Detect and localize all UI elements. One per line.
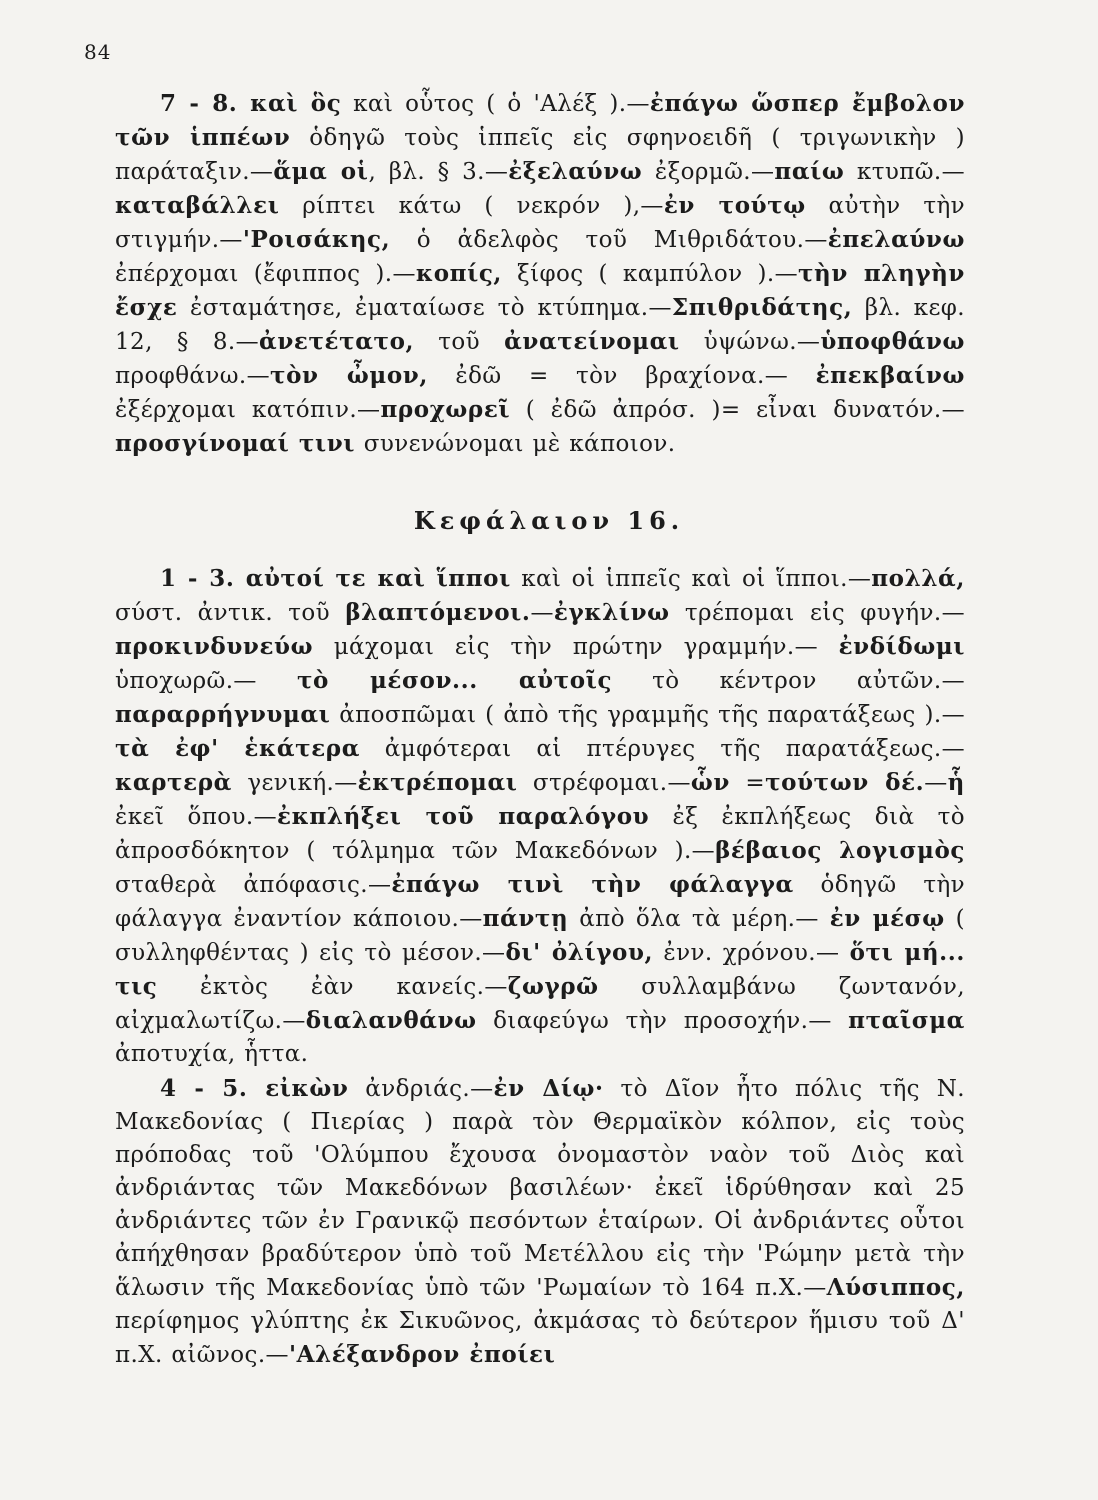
- lemma-term: παραρρήγνυμαι: [115, 701, 331, 728]
- gloss-text: τὸ κέντρον αὐτῶν.—: [612, 668, 965, 694]
- lemma-term: τὸν ὦμον,: [270, 362, 428, 389]
- gloss-text: ἐκτὸς ἐὰν κανείς.—: [157, 974, 508, 1000]
- lemma-term: πάντῃ: [482, 905, 569, 932]
- lemma-term: τὴν πληγὴν ἔσχε: [115, 260, 965, 321]
- gloss-text: ὑποχωρῶ.—: [115, 668, 297, 694]
- lemma-term: ἐπεκβαίνω: [815, 362, 965, 389]
- gloss-text: καὶ οὗτος ( ὁ 'Αλέξ ).—: [341, 91, 650, 117]
- gloss-text: τοῦ: [414, 329, 505, 355]
- gloss-text: γενική.—: [231, 770, 358, 796]
- lemma-term: διαλανθάνω: [305, 1007, 477, 1034]
- lemma-term: κοπίς,: [415, 260, 503, 287]
- gloss-text: ἀποτυχία, ἧττα.: [115, 1041, 309, 1067]
- gloss-text: ( συλληφθέντας ) εἰς τὸ μέσον.—: [115, 906, 966, 966]
- lemma-term: ἐξελαύνω: [508, 158, 643, 185]
- commentary-paragraph: [115, 1072, 965, 1372]
- gloss-text: ἐδῶ = τὸν βραχίονα.—: [427, 363, 816, 389]
- gloss-text: σταθερὰ ἀπόφασις.—: [115, 872, 392, 898]
- lemma-term: πολλά,: [871, 565, 965, 592]
- gloss-text: ἀποσπῶμαι ( ἀπὸ τῆς γραμμῆς τῆς παρατάξεως ).—: [330, 702, 965, 728]
- gloss-text: ( ἐδῶ ἀπρόσ. )= εἶναι δυνατόν.—: [510, 397, 966, 423]
- gloss-text: , βλ. § 3.—: [368, 159, 509, 185]
- lemma-term: προσγίνομαί τινι: [115, 430, 356, 457]
- lemma-term: Λύσιππος,: [826, 1274, 965, 1301]
- gloss-text: συλλαμβάνω ζωντανόν, αἰχμαλωτίζω.—: [115, 974, 965, 1034]
- lemma-term: ἐκπλήξει τοῦ παραλόγου: [277, 803, 650, 830]
- gloss-text: κτυπῶ.—: [844, 159, 965, 185]
- lemma-term: ἐγκλίνω: [553, 599, 670, 626]
- gloss-text: μάχομαι εἰς τὴν πρώτην γραμμήν.—: [313, 634, 839, 660]
- lemma-term: 'Ροισάκης,: [242, 226, 391, 253]
- gloss-text: σύστ. ἀντικ. τοῦ: [115, 600, 346, 626]
- gloss-text: συνενώνομαι μὲ κάποιον.: [355, 431, 676, 457]
- lemma-term: τούτων δέ.: [765, 769, 925, 796]
- gloss-text: ὁδηγῶ τοὺς ἱππεῖς εἰς σφηνοειδῆ ( τριγωνικὴν ) παράταξιν.—: [115, 125, 966, 185]
- lemma-term: 4 - 5.: [160, 1075, 266, 1102]
- lemma-term: βλαπτόμενοι.: [345, 599, 531, 626]
- gloss-text: βλ. κεφ. 12, § 8.—: [115, 295, 965, 355]
- lemma-term: 1 - 3.: [160, 565, 246, 592]
- gloss-text: ἐκεῖ ὅπου.—: [115, 804, 278, 830]
- lemma-term: εἰκὼν: [265, 1075, 349, 1102]
- lemma-term: πταῖσμα: [848, 1007, 965, 1034]
- gloss-text: —: [924, 770, 948, 796]
- lemma-term: ἐν μέσῳ: [829, 905, 945, 932]
- gloss-text: προφθάνω.—: [115, 363, 271, 389]
- lemma-term: ἐν Δίῳ·: [493, 1075, 604, 1102]
- gloss-text: ρίπτει κάτω ( νεκρόν ),—: [279, 193, 664, 219]
- lemma-term: ἀνατείνομαι: [504, 328, 680, 355]
- gloss-text: ἀμφότεραι αἱ πτέρυγες τῆς παρατάξεως.—: [360, 736, 966, 762]
- gloss-text: καὶ οἱ ἱππεῖς καὶ οἱ ἵπποι.—: [510, 566, 872, 592]
- lemma-term: Σπιθριδάτης,: [671, 294, 853, 321]
- lemma-term: 'Αλέξανδρον ἐποίει: [288, 1341, 556, 1368]
- commentary-paragraph: [115, 562, 965, 1071]
- lemma-term: ἧ: [947, 769, 965, 796]
- gloss-text: ἐξ ἐκπλήξεως διὰ τὸ ἀπροσδόκητον ( τόλμημα τῶν Μακεδόνων ).—: [115, 804, 965, 864]
- lemma-term: καὶ ὃς: [250, 90, 342, 117]
- lemma-term: καταβάλλει: [115, 192, 280, 219]
- gloss-text: ἀπὸ ὅλα τὰ μέρη.—: [568, 906, 830, 932]
- lemma-term: ἐπελαύνω: [827, 226, 965, 253]
- commentary-paragraph: [115, 87, 965, 461]
- gloss-text: —: [530, 600, 554, 626]
- lemma-term: ἐπάγω τινὶ τὴν φάλαγγα: [391, 871, 794, 898]
- gloss-text: ὁ ἀδελφὸς τοῦ Μιθριδάτου.—: [390, 227, 828, 253]
- gloss-text: ἐνν. χρόνου.—: [653, 940, 850, 966]
- lemma-term: τὸ μέσον... αὐτοῖς: [296, 667, 613, 694]
- lemma-term: παίω: [774, 158, 845, 185]
- lemma-term: ὅτι μή... τις: [115, 939, 966, 1000]
- gloss-text: στρέφομαι.—: [517, 770, 691, 796]
- gloss-text: ἐξορμῶ.—: [642, 159, 775, 185]
- lemma-term: ἐπάγω ὥσπερ ἔμβολον τῶν ἱππέων: [115, 90, 966, 151]
- lemma-term: ἐκτρέπομαι: [357, 769, 518, 796]
- gloss-text: τὸ Δῖον ἦτο πόλις τῆς Ν. Μακεδονίας ( Πιερίας ) παρὰ τὸν Θερμαϊκὸν κόλπον, εἰς τοὺς πρόποδας τοῦ 'Ολύμπου ἔχουσα ὀνομαστὸν ναὸν τοῦ Διὸς καὶ ἀνδριάντας τῶν Μακεδόνων βασιλέων· ἐκεῖ ἱδρύθησαν καὶ 25 ἀνδριάντες τῶν ἐν Γρανικῷ πεσόντων ἑταίρων. Οἱ ἀνδριάντες οὗτοι ἀπήχθησαν βραδύτερον ὑπὸ τοῦ Μετέλλου εἰς τὴν 'Ρώμην μετὰ τὴν ἅλωσιν τῆς Μακεδονίας ὑπὸ τῶν 'Ρωμαίων τὸ 164 π.Χ.—: [115, 1076, 965, 1301]
- lemma-term: δι' ὀλίγου,: [505, 939, 654, 966]
- lemma-term: ἅμα οἱ: [273, 158, 369, 185]
- lemma-term: ζωγρῶ: [507, 973, 599, 1000]
- lemma-term: 7 - 8.: [160, 90, 251, 117]
- lemma-term: προκινδυνεύω: [115, 633, 314, 660]
- gloss-text: ξίφος ( καμπύλον ).—: [502, 261, 798, 287]
- gloss-text: τρέπομαι εἰς φυγήν.—: [669, 600, 965, 626]
- gloss-text: διαφεύγω τὴν προσοχήν.—: [476, 1008, 849, 1034]
- page-number: 84: [84, 40, 112, 64]
- lemma-term: ἐν τούτῳ: [663, 192, 806, 219]
- lemma-term: ἐνδίδωμι: [838, 633, 965, 660]
- lemma-term: ὧν: [690, 769, 730, 796]
- lemma-term: ὑποφθάνω: [820, 328, 965, 355]
- gloss-text: ἐσταμάτησε, ἐματαίωσε τὸ κτύπημα.—: [177, 295, 672, 321]
- chapter-title: Κεφάλαιον 16.: [413, 506, 685, 535]
- gloss-text: περίφημος γλύπτης ἐκ Σικυῶνος, ἀκμάσας τὸ δεύτερον ἥμισυ τοῦ Δ' π.Χ. αἰῶνος.—: [115, 1308, 965, 1368]
- lemma-term: βέβαιος λογισμὸς: [715, 837, 965, 864]
- gloss-text: ἐξέρχομαι κατόπιν.—: [115, 397, 381, 423]
- lemma-term: καρτερὰ: [115, 769, 232, 796]
- gloss-text: =: [729, 770, 766, 796]
- gloss-text: ὁδηγῶ τὴν φάλαγγα ἐναντίον κάποιου.—: [115, 872, 965, 932]
- lemma-term: αὐτοί τε καὶ ἵπποι: [245, 565, 511, 592]
- gloss-text: ἀνδριάς.—: [348, 1076, 494, 1102]
- lemma-term: τὰ ἐφ' ἑκάτερα: [115, 735, 360, 762]
- gloss-text: ὑψώνω.—: [679, 329, 821, 355]
- gloss-text: ἐπέρχομαι (ἔφιππος ).—: [115, 261, 416, 287]
- lemma-term: ἀνετέτατο,: [259, 328, 415, 355]
- lemma-term: προχωρεῖ: [380, 396, 511, 423]
- gloss-text: αὐτὴν τὴν στιγμήν.—: [115, 193, 966, 253]
